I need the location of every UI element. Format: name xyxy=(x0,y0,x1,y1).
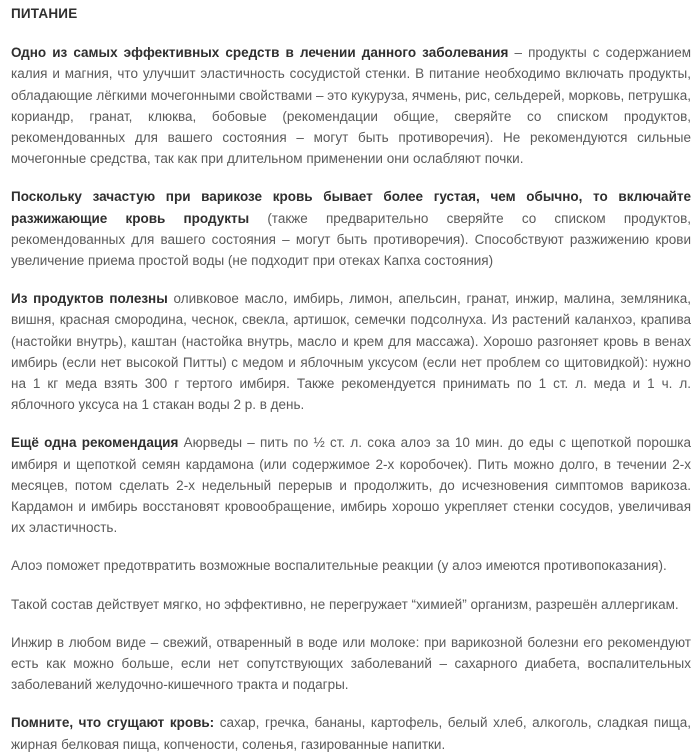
paragraph xyxy=(11,712,691,754)
paragraph-lead: Одно из самых эффективных средств в лечении данного заболевания xyxy=(11,45,509,61)
paragraph-lead: Помните, что сгущают кровь: xyxy=(11,715,215,731)
paragraph-text: оливковое масло, имбирь, лимон, апельсин, гранат, инжир, малина, земляника, вишня, красная смородина, чеснок, свекла, артишок, семечки подсолнуха. Из растений каланхоэ, крапива (настойки внутрь), каштан (настойка внутрь, масло и крем для массажа). Хорошо разгоняет кровь в венах имбирь (если нет высокой Питты) с медом и яблочным уксусом (если нет проблем со щитовидкой): нужно на 1 кг меда взять 300 г тертого имбиря. Также рекомендуется принимать по 1 ст. л. меда и 1 ч. л. яблочного уксуса на 1 стакан воды 2 р. в день. xyxy=(11,291,691,413)
paragraph xyxy=(11,555,691,576)
paragraph-text: Такой состав действует мягко, но эффективно, не перегружает “химией” организм, разрешён аллергикам. xyxy=(11,596,679,612)
paragraph xyxy=(11,288,691,415)
paragraph-text: Алоэ поможет предотвратить возможные воспалительные реакции (у алоэ имеются противопоказания). xyxy=(11,558,667,574)
paragraph xyxy=(11,186,691,271)
paragraph-lead: Ещё одна рекомендация xyxy=(11,435,179,451)
section-heading: ПИТАНИЕ xyxy=(11,6,78,21)
paragraph-lead: Из продуктов полезны xyxy=(11,291,168,307)
paragraph-text: Аюрведы – пить по ½ ст. л. сока алоэ за 10 мин. до еды с щепоткой порошка имбиря и щепоткой семян кардамона (или содержимое 2-х коробочек). Пить можно долго, в течении 2-х месяцев, потом сделать 2-х недельный перерыв и продолжить, до исчезновения симптомов варикоза. Кардамон и имбирь восстановят кровообращение, имбирь хорошо укрепляет стенки сосудов, увеличивая их эластичность. xyxy=(11,435,691,536)
paragraph xyxy=(11,632,691,696)
paragraph xyxy=(11,594,691,615)
paragraph-text: Инжир в любом виде – свежий, отваренный в воде или молоке: при варикозной болезни его рекомендуют есть как можно больше, если нет сопутствующих заболеваний – сахарного диабета, воспалительных заболеваний желудочно-кишечного тракта и подагры. xyxy=(11,634,691,693)
paragraph xyxy=(11,42,691,169)
paragraph xyxy=(11,432,691,538)
paragraph-text: (также предварительно сверяйте со списком продуктов, рекомендованных для вашего состояния – могут быть противоречия). Способствуют разжижению крови увеличение приема простой воды (не подходит при отеках Капха состояния) xyxy=(11,210,691,269)
paragraph-text: сахар, гречка, бананы, картофель, белый хлеб, алкоголь, сладкая пища, жирная белковая пища, копчености, соленья, газированные напитки. xyxy=(11,715,691,752)
paragraph-lead: Поскольку зачастую при варикозе кровь бывает более густая, чем обычно, то включайте разжижающие кровь продукты xyxy=(11,189,691,226)
paragraph-text: – продукты с содержанием калия и магния, что улучшит эластичность сосудистой стенки. В питание необходимо включать продукты, обладающие лёгкими мочегонными свойствами – это кукуруза, ячмень, рис, сельдерей, морковь, петрушка, кориандр, гранат, клюква, бобовые (рекомендации общие, сверяйте со списком продуктов, рекомендованных для вашего состояния – могут быть противоречия). Не рекомендуются сильные мочегонные средства, так как при длительном применении они ослабляют почки. xyxy=(11,45,691,167)
